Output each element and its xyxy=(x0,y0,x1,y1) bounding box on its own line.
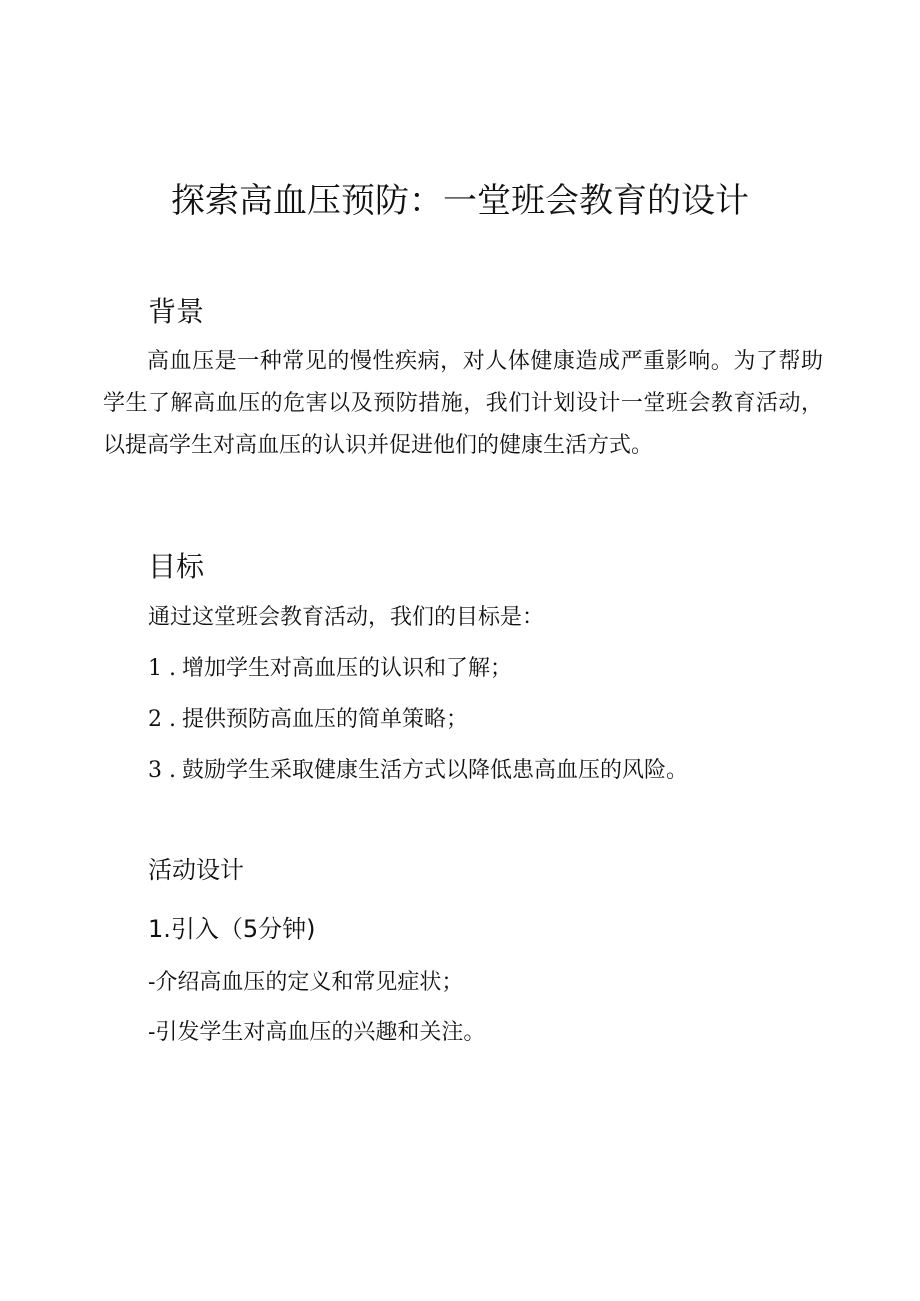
section-heading-goals: 目标 xyxy=(148,550,205,583)
goal-item-text: 提供预防高血压的简单策略； xyxy=(182,707,469,732)
section-heading-activity: 活动设计 xyxy=(148,856,244,884)
goal-item-2 xyxy=(148,702,468,738)
document-title: 探索高血压预防：一堂班会教育的设计 xyxy=(171,181,749,221)
goal-item-3 xyxy=(148,753,688,789)
goal-item-number: 2 . xyxy=(148,707,176,732)
goal-item-number: 1 . xyxy=(148,656,176,681)
goal-item-text: 鼓励学生采取健康生活方式以降低患高血压的风险。 xyxy=(182,758,689,783)
activity-point-1: -介绍高血压的定义和常见症状； xyxy=(148,970,464,995)
activity-step-title: 1.引入（5分钟) xyxy=(148,915,316,943)
activity-point-2: -引发学生对高血压的兴趣和关注。 xyxy=(148,1020,486,1045)
goal-item-text: 增加学生对高血压的认识和了解； xyxy=(182,656,513,681)
goals-intro: 通过这堂班会教育活动，我们的目标是： xyxy=(148,605,545,630)
background-paragraph: 高血压是一种常见的慢性疾病，对人体健康造成严重影响。为了帮助学生了解高血压的危害以及预防措施，我们计划设计一堂班会教育活动，以提高学生对高血压的认识并促进他们的健康生活方式。 xyxy=(103,349,823,458)
section-heading-background: 背景 xyxy=(148,295,205,328)
goal-item-1 xyxy=(148,651,512,687)
goal-item-number: 3 . xyxy=(148,758,176,783)
